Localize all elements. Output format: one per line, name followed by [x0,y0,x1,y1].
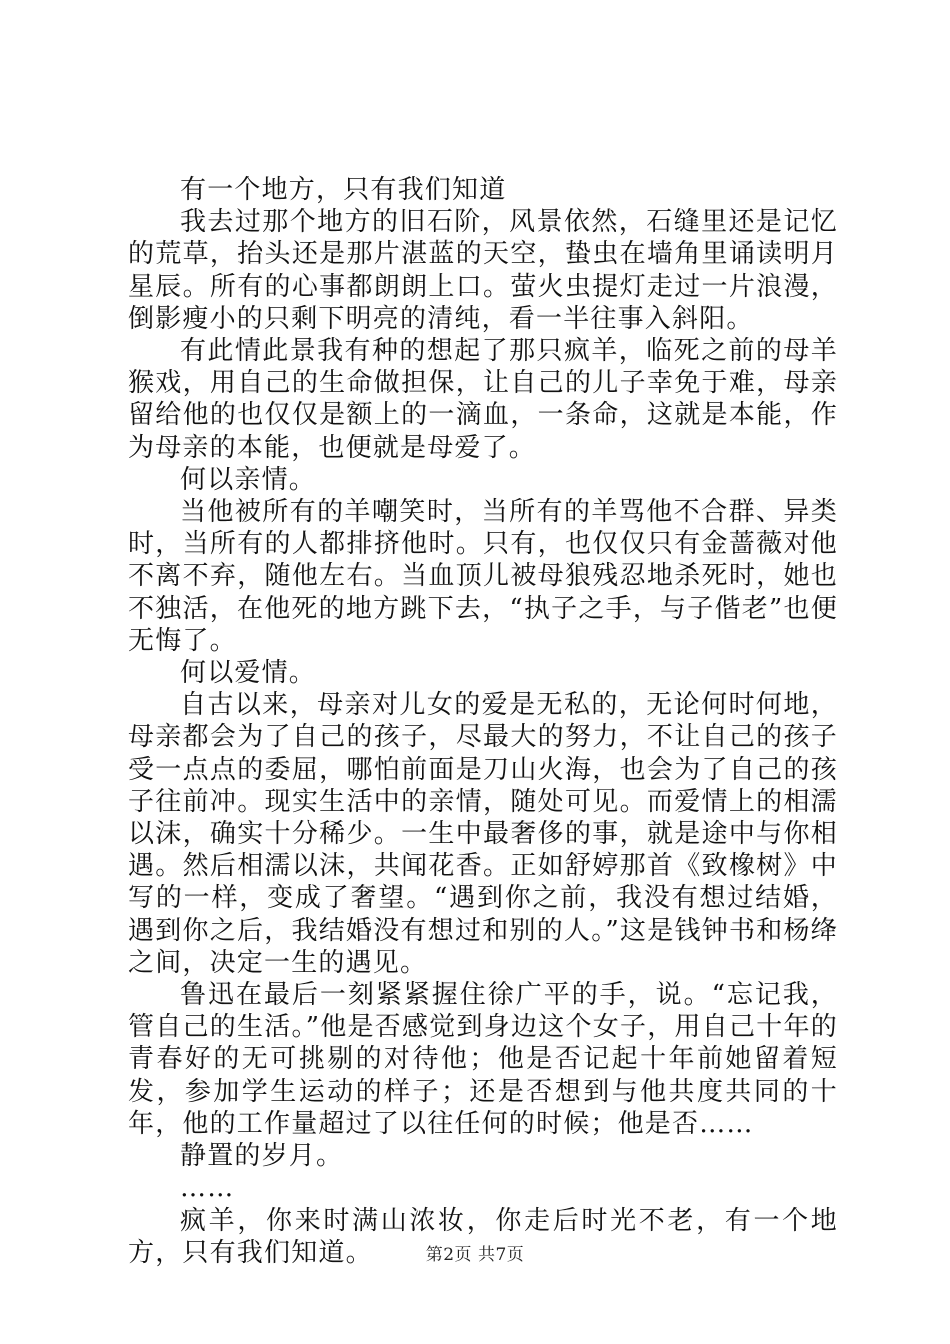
paragraph: 何以爱情。 [180,658,317,689]
paragraph-title: 有一个地方，只有我们知道 [180,175,507,205]
paragraph: …… [180,1173,235,1204]
document-body [128,174,838,1269]
paragraph: 静置的岁月。 [180,1141,344,1172]
paragraph: 疯羊，你来时满山浓妆，你走后时光不老，有一个地方，只有我们知道。 [128,1205,838,1268]
paragraph: 鲁迅在最后一刻紧紧握住徐广平的手，说。“忘记我，管自己的生活。”他是否感觉到身边这个女子，用自己十年的青春好的无可挑剔的对待他；他是否记起十年前她留着短发，参加学生运动的样子；还是否想到与他共度共同的十年，他的工作量超过了以往任何的时候；他是否…… [128,980,838,1139]
paragraph: 我去过那个地方的旧石阶，风景依然，石缝里还是记忆的荒草，抬头还是那片湛蓝的天空，蛰虫在墙角里诵读明月星辰。所有的心事都朗朗上口。萤火虫提灯走过一片浪漫，倒影瘦小的只剩下明亮的清纯，看一半往事入斜阳。 [128,207,838,334]
paragraph: 自古以来，母亲对儿女的爱是无私的，无论何时何地，母亲都会为了自己的孩子，尽最大的努力，不让自己的孩子受一点点的委屈，哪怕前面是刀山火海，也会为了自己的孩子往前冲。现实生活中的亲情，随处可见。而爱情上的相濡以沫，确实十分稀少。一生中最奢侈的事，就是途中与你相遇。然后相濡以沫，共闻花香。正如舒婷那首《致橡树》中写的一样，变成了奢望。“遇到你之前，我没有想过结婚，遇到你之后，我结婚没有想过和别的人。”这是钱钟书和杨绛之间，决定一生的遇见。 [128,690,838,978]
paragraph: 当他被所有的羊嘲笑时，当所有的羊骂他不合群、异类时，当所有的人都排挤他时。只有，也仅仅只有金蔷薇对他不离不弃，随他左右。当血顶儿被母狼残忍地杀死时，她也不独活，在他死的地方跳下去，“执子之手，与子偕老”也便无悔了。 [128,497,838,656]
paragraph: 有此情此景我有种的想起了那只疯羊，临死之前的母羊猴戏，用自己的生命做担保，让自己的儿子幸免于难，母亲留给他的也仅仅是额上的一滴血，一条命，这就是本能，作为母亲的本能，也便就是母爱了。 [128,336,838,463]
paragraph: 何以亲情。 [180,464,317,495]
page-number-footer: 第2页 共7页 [425,1245,525,1265]
